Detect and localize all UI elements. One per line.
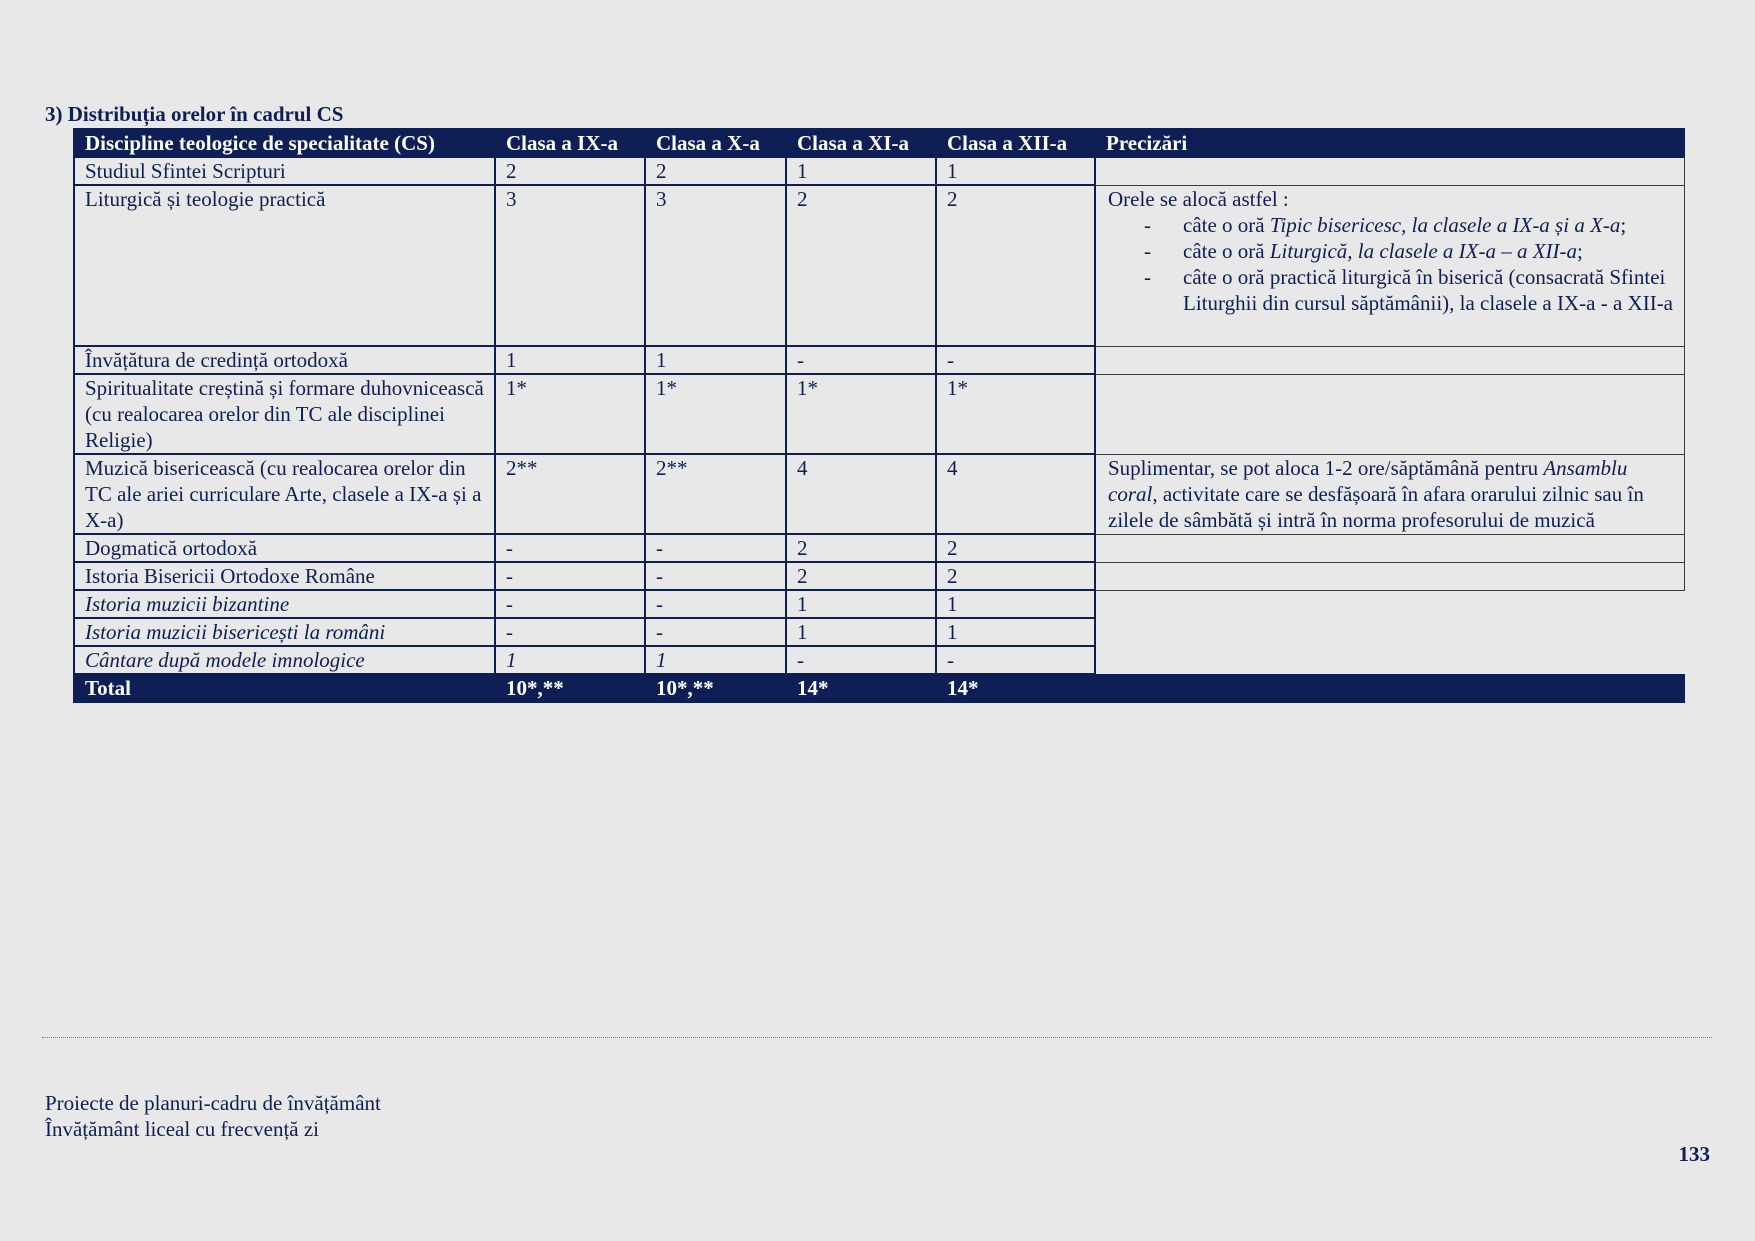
- hours-ix-cell: 2: [495, 157, 645, 185]
- hours-xii-cell: 1: [936, 157, 1095, 185]
- hours-ix-cell: 2**: [495, 454, 645, 534]
- hours-xii-cell: -: [936, 346, 1095, 374]
- hours-xi-cell: -: [786, 346, 936, 374]
- notes-item: - câte o oră Tipic bisericesc, la clasele a IX-a și a X-a;: [1108, 212, 1674, 238]
- notes-intro: Orele se alocă astfel :: [1108, 186, 1289, 211]
- notes-item: - câte o oră practică liturgică în biserică (consacrată Sfintei Liturghii din cursul săptămânii), la clasele a IX-a - a XII-a: [1108, 264, 1674, 316]
- total-notes-cell: [1095, 674, 1684, 702]
- table-row: [74, 534, 1684, 562]
- page-number: 133: [1678, 1142, 1710, 1166]
- total-xii: 14*: [936, 674, 1095, 702]
- table-row: [74, 185, 1684, 346]
- notes-cell: [1095, 374, 1684, 454]
- hours-xi-cell: -: [786, 646, 936, 674]
- hours-xii-cell: -: [936, 646, 1095, 674]
- hours-x-cell: 1: [645, 346, 786, 374]
- hours-ix-cell: 1: [495, 646, 645, 674]
- hours-x-cell: 2: [645, 157, 786, 185]
- empty-notes-cell: [1095, 590, 1684, 674]
- hours-ix-cell: -: [495, 618, 645, 646]
- total-x: 10*,**: [645, 674, 786, 702]
- hours-xii-cell: 2: [936, 534, 1095, 562]
- hours-x-cell: 3: [645, 185, 786, 346]
- notes-item: - câte o oră Liturgică, la clasele a IX-a – a XII-a;: [1108, 238, 1674, 264]
- hours-ix-cell: 1*: [495, 374, 645, 454]
- hours-xi-cell: 2: [786, 562, 936, 590]
- hours-xii-cell: 2: [936, 185, 1095, 346]
- header-discipline: Discipline teologice de specialitate (CS): [74, 129, 495, 157]
- table-row: [74, 590, 1684, 618]
- table-row: [74, 374, 1684, 454]
- hours-xii-cell: 1*: [936, 374, 1095, 454]
- table-header-row: [74, 129, 1684, 157]
- hours-xii-cell: 1: [936, 590, 1095, 618]
- header-class-xi: Clasa a XI-a: [786, 129, 936, 157]
- notes-cell: [1095, 157, 1684, 185]
- hours-ix-cell: 3: [495, 185, 645, 346]
- hours-ix-cell: 1: [495, 346, 645, 374]
- notes-cell: [1095, 562, 1684, 590]
- header-class-ix: Clasa a IX-a: [495, 129, 645, 157]
- notes-cell: [1095, 185, 1684, 346]
- hours-x-cell: 2**: [645, 454, 786, 534]
- hours-xii-cell: 4: [936, 454, 1095, 534]
- hours-xi-cell: 4: [786, 454, 936, 534]
- discipline-cell: Studiul Sfintei Scripturi: [74, 157, 495, 185]
- hours-xii-cell: 2: [936, 562, 1095, 590]
- hours-x-cell: -: [645, 562, 786, 590]
- header-class-x: Clasa a X-a: [645, 129, 786, 157]
- footer-text: [45, 1090, 381, 1142]
- total-label: Total: [74, 674, 495, 702]
- discipline-cell: Istoria muzicii bisericești la români: [74, 618, 495, 646]
- total-xi: 14*: [786, 674, 936, 702]
- header-class-xii: Clasa a XII-a: [936, 129, 1095, 157]
- discipline-cell: Liturgică și teologie practică: [74, 185, 495, 346]
- discipline-cell: Muzică bisericească (cu realocarea orelor din TC ale ariei curriculare Arte, clasele a IX-a și a X-a): [74, 454, 495, 534]
- table-row: [74, 346, 1684, 374]
- hours-xi-cell: 1: [786, 618, 936, 646]
- hours-x-cell: -: [645, 618, 786, 646]
- total-row: [74, 674, 1684, 702]
- hours-x-cell: 1: [645, 646, 786, 674]
- footer-divider: [42, 1037, 1712, 1038]
- hours-xi-cell: 2: [786, 185, 936, 346]
- hours-xi-cell: 1: [786, 157, 936, 185]
- discipline-cell: Cântare după modele imnologice: [74, 646, 495, 674]
- notes-cell: [1095, 534, 1684, 562]
- notes-cell: [1095, 346, 1684, 374]
- discipline-cell: Istoria Bisericii Ortodoxe Române: [74, 562, 495, 590]
- table-row: [74, 157, 1684, 185]
- table-row: [74, 562, 1684, 590]
- hours-distribution-table: [73, 128, 1685, 703]
- hours-xi-cell: 1: [786, 590, 936, 618]
- hours-xii-cell: 1: [936, 618, 1095, 646]
- discipline-cell: Dogmatică ortodoxă: [74, 534, 495, 562]
- footer-line-2: Învățământ liceal cu frecvență zi: [45, 1117, 320, 1141]
- notes-cell: Suplimentar, se pot aloca 1-2 ore/săptămână pentru Ansamblu coral, activitate care se desfășoară în afara orarului zilnic sau în zilele de sâmbătă și intră în norma profesorului de muzică: [1095, 454, 1684, 534]
- hours-x-cell: 1*: [645, 374, 786, 454]
- discipline-cell: Învățătura de credință ortodoxă: [74, 346, 495, 374]
- hours-ix-cell: -: [495, 534, 645, 562]
- header-notes: Precizări: [1095, 129, 1684, 157]
- total-ix: 10*,**: [495, 674, 645, 702]
- table-row: [74, 454, 1684, 534]
- hours-ix-cell: -: [495, 562, 645, 590]
- section-title: 3) Distribuția orelor în cadrul CS: [45, 102, 344, 126]
- footer-line-1: Proiecte de planuri-cadru de învățământ: [45, 1091, 381, 1115]
- discipline-cell: Istoria muzicii bizantine: [74, 590, 495, 618]
- hours-xi-cell: 2: [786, 534, 936, 562]
- hours-x-cell: -: [645, 534, 786, 562]
- discipline-cell: Spiritualitate creștină și formare duhovnicească (cu realocarea orelor din TC ale disciplinei Religie): [74, 374, 495, 454]
- hours-ix-cell: -: [495, 590, 645, 618]
- hours-xi-cell: 1*: [786, 374, 936, 454]
- hours-x-cell: -: [645, 590, 786, 618]
- notes-list: [1108, 212, 1674, 316]
